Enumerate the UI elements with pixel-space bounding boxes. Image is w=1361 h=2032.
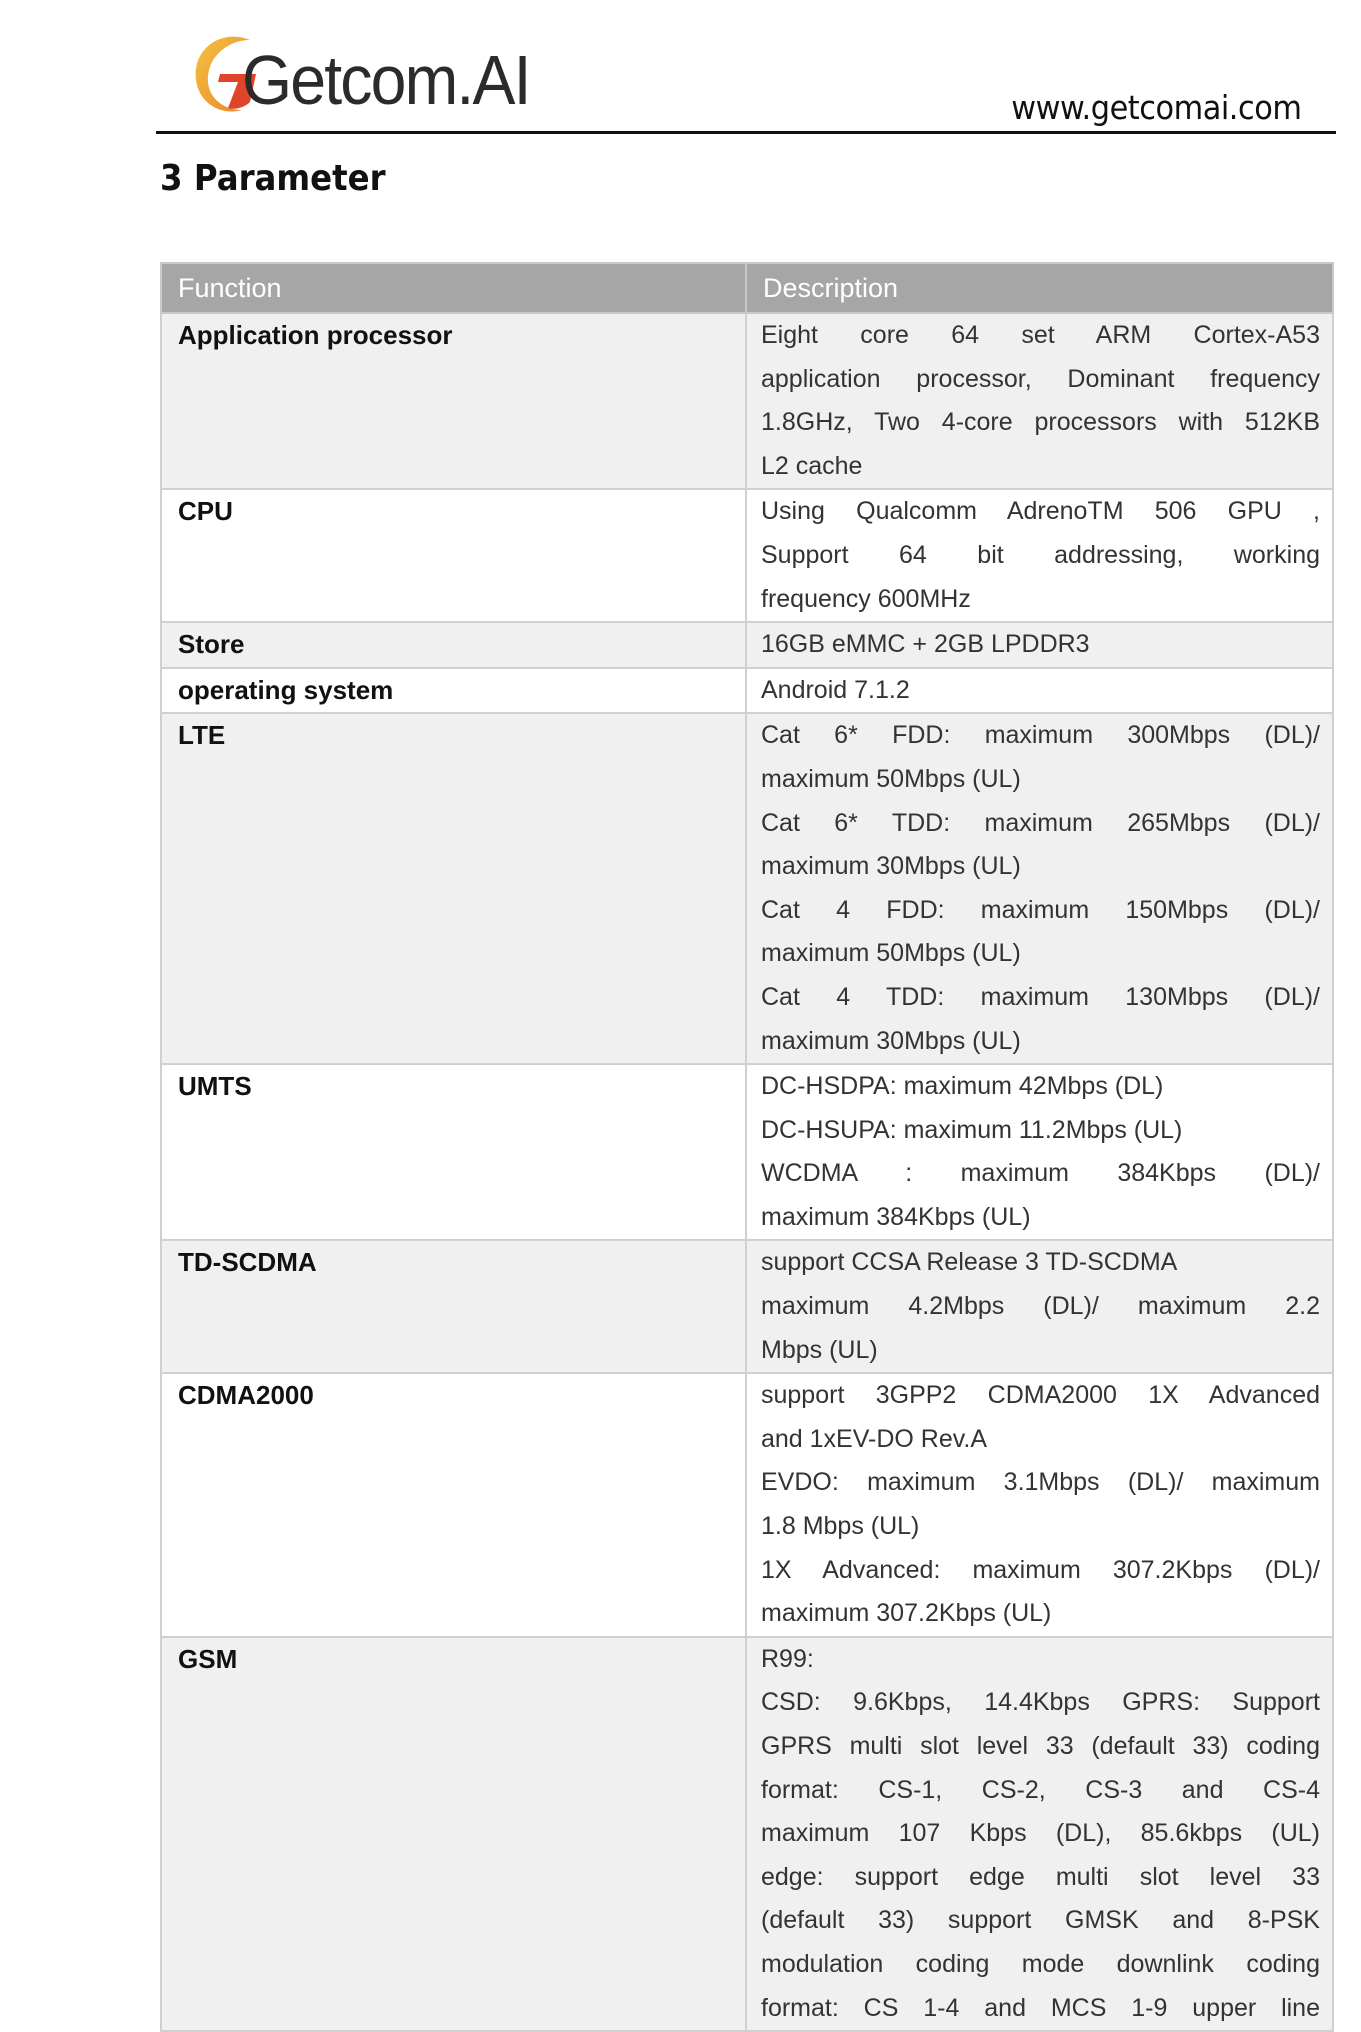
description-line: 1X Advanced: maximum 307.2Kbps (DL)/ (761, 1555, 1320, 1584)
table-row (161, 1240, 1333, 1373)
description-line: Support 64 bit addressing, working (761, 540, 1320, 569)
description-line: maximum 384Kbps (UL) (761, 1202, 1031, 1231)
description-line: format: CS 1-4 and MCS 1-9 upper line (761, 1993, 1320, 2022)
description-line: EVDO: maximum 3.1Mbps (DL)/ maximum (761, 1468, 1320, 1497)
function-cell: TD-SCDMA (161, 1240, 746, 1373)
table-row (161, 668, 1333, 714)
description-cell (746, 1637, 1333, 2031)
description-cell (746, 489, 1333, 622)
table-row (161, 1373, 1333, 1637)
description-line: maximum 107 Kbps (DL), 85.6kbps (UL) (761, 1819, 1320, 1848)
description-line: maximum 50Mbps (UL) (761, 939, 1021, 968)
description-line: WCDMA : maximum 384Kbps (DL)/ (761, 1159, 1320, 1188)
logo-text: Getcom.AI (242, 41, 530, 119)
table-row (161, 1064, 1333, 1240)
description-line: R99: (761, 1644, 814, 1673)
table-row (161, 1637, 1333, 2031)
description-line: Cat 4 TDD: maximum 130Mbps (DL)/ (761, 982, 1320, 1011)
website-url: www.getcomai.com (1010, 88, 1301, 127)
function-cell: Store (161, 622, 746, 668)
description-line: maximum 30Mbps (UL) (761, 1026, 1021, 1055)
description-line: support 3GPP2 CDMA2000 1X Advanced (761, 1381, 1320, 1410)
table-row (161, 622, 1333, 668)
description-line: Mbps (UL) (761, 1335, 878, 1364)
description-line: maximum 4.2Mbps (DL)/ maximum 2.2 (761, 1292, 1320, 1321)
header-divider (156, 131, 1336, 134)
function-cell: operating system (161, 668, 746, 714)
description-line: support CCSA Release 3 TD-SCDMA (761, 1248, 1178, 1277)
description-line: GPRS multi slot level 33 (default 33) coding (761, 1732, 1320, 1760)
column-header-function: Function (161, 263, 746, 313)
function-cell: CDMA2000 (161, 1373, 746, 1637)
function-cell: GSM (161, 1637, 746, 2031)
description-line: edge: support edge multi slot level 33 (761, 1862, 1320, 1891)
description-cell (746, 1373, 1333, 1637)
description-line: Using Qualcomm AdrenoTM 506 GPU , (761, 497, 1320, 526)
description-line: 1.8 Mbps (UL) (761, 1512, 920, 1541)
description-line: maximum 307.2Kbps (UL) (761, 1599, 1052, 1628)
description-line: 16GB eMMC + 2GB LPDDR3 (761, 630, 1090, 659)
description-cell (746, 1064, 1333, 1240)
description-line: L2 cache (761, 451, 863, 480)
description-line: CSD: 9.6Kbps, 14.4Kbps GPRS: Support (761, 1688, 1320, 1717)
description-line: DC-HSDPA: maximum 42Mbps (DL) (761, 1072, 1164, 1101)
description-line: maximum 30Mbps (UL) (761, 852, 1021, 881)
description-cell (746, 1240, 1333, 1373)
description-line: Android 7.1.2 (761, 675, 910, 704)
table-row (161, 489, 1333, 622)
description-line: DC-HSUPA: maximum 11.2Mbps (UL) (761, 1115, 1183, 1144)
description-line: Cat 4 FDD: maximum 150Mbps (DL)/ (761, 895, 1320, 924)
function-cell: Application processor (161, 313, 746, 489)
table-row (161, 313, 1333, 489)
description-cell (746, 622, 1333, 668)
description-cell (746, 668, 1333, 714)
function-cell: UMTS (161, 1064, 746, 1240)
function-cell: CPU (161, 489, 746, 622)
column-header-description: Description (746, 263, 1333, 313)
description-line: and 1xEV-DO Rev.A (761, 1424, 988, 1453)
description-line: application processor, Dominant frequency (761, 364, 1320, 393)
description-cell (746, 713, 1333, 1064)
description-line: 1.8GHz, Two 4-core processors with 512KB (761, 408, 1320, 437)
description-line: (default 33) support GMSK and 8-PSK (761, 1906, 1320, 1935)
table-header-row (161, 263, 1333, 313)
description-line: Cat 6* FDD: maximum 300Mbps (DL)/ (761, 721, 1320, 750)
description-line: modulation coding mode downlink coding (761, 1949, 1320, 1978)
section-title: 3 Parameter (160, 158, 386, 199)
parameter-table (160, 262, 1334, 2032)
description-line: maximum 50Mbps (UL) (761, 764, 1021, 793)
description-line: Eight core 64 set ARM Cortex-A53 (761, 321, 1320, 349)
getcom-logo (190, 28, 570, 120)
description-line: frequency 600MHz (761, 584, 971, 613)
table-row (161, 713, 1333, 1064)
description-line: format: CS-1, CS-2, CS-3 and CS-4 (761, 1775, 1320, 1804)
description-cell (746, 313, 1333, 489)
function-cell: LTE (161, 713, 746, 1064)
description-line: Cat 6* TDD: maximum 265Mbps (DL)/ (761, 808, 1320, 837)
